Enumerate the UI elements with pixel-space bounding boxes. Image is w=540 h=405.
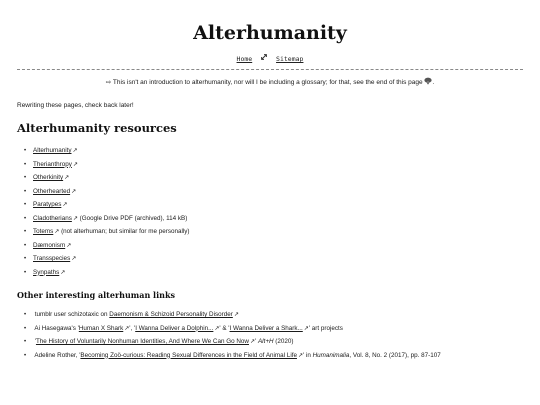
site-title: Alterhumanity: [193, 22, 347, 44]
intro-text: [0, 77, 540, 86]
notice-text: Rewriting these pages, check back later!: [17, 102, 134, 109]
resource-note: (not alterhuman; but similar for me personally): [59, 228, 190, 235]
resource-link[interactable]: Totems: [33, 228, 54, 235]
list-item: [24, 268, 190, 282]
other-links-list: [24, 310, 441, 364]
external-link-icon: ↗: [71, 188, 77, 195]
resource-link[interactable]: Cladotherians: [33, 214, 72, 222]
other-link[interactable]: I Wanna Deliver a Dolphin...: [135, 324, 214, 332]
external-link-icon: ↗: [64, 175, 70, 181]
nav-sitemap-link[interactable]: Sitemap: [276, 55, 304, 63]
external-link-icon: ↗: [303, 325, 309, 332]
external-link-icon: ↗: [214, 325, 220, 332]
list-item: • Ai Hasegawa's 'Human X Shark↗', 'I Wanna Deliver a Dolphin...↗' & 'I Wanna Deliver a Shark...↗' art projects: [24, 324, 441, 338]
resource-link[interactable]: Therianthropy: [33, 160, 72, 168]
external-link-icon: ↗: [71, 256, 77, 262]
resource-note: (Google Drive PDF (archived), 114 kB): [77, 214, 188, 222]
list-item: [24, 227, 190, 241]
external-link-icon: ↗: [249, 339, 256, 345]
nav-bar: [0, 53, 540, 63]
list-item: • tumblr user schizotaxic on Daemonism & Schizoid Personality Disorder↗: [24, 310, 441, 324]
link-icon: [260, 53, 268, 63]
list-item: [24, 214, 190, 228]
external-link-icon: ↗: [72, 161, 78, 168]
resource-link[interactable]: Synpaths: [33, 268, 60, 276]
intro-end: .: [432, 79, 435, 86]
other-link[interactable]: I Wanna Deliver a Shark...: [229, 324, 303, 332]
arrow-icon: ⇨: [105, 79, 112, 86]
other-link[interactable]: The History of Voluntarily Nonhuman Identities, And Where We Can Go Now: [35, 338, 249, 345]
external-link-icon: ↗: [66, 242, 72, 249]
list-item: [24, 241, 190, 255]
resource-link[interactable]: Otherkinity: [33, 174, 64, 181]
resources-heading: Alterhumanity resources: [17, 121, 177, 135]
list-item: • 'The History of Voluntarily Nonhuman Identities, And Where We Can Go Now↗' Alt+H (2020): [24, 337, 441, 351]
intro-body: This isn't an introduction to alterhumanity, nor will I be including a glossary; for that, see the end of this page: [112, 79, 423, 86]
external-link-icon: ↗: [62, 202, 68, 208]
list-item: [24, 146, 190, 160]
list-item: [24, 160, 190, 174]
list-item: [24, 187, 190, 201]
other-link[interactable]: Human X Shark: [78, 324, 124, 332]
external-link-icon: ↗: [124, 325, 130, 332]
external-link-icon: ↗: [233, 312, 239, 318]
divider: [17, 69, 523, 70]
other-links-heading: Other interesting alterhuman links: [17, 290, 175, 300]
resource-link[interactable]: Dæmonism: [33, 241, 66, 249]
list-item: • Adeline Rother, 'Becoming Zoö-curious: Reading Sexual Differences in the Field of Animal Life↗' in Humanimalia, Vol. 8, No. 2 (2017), pp. 87-107: [24, 351, 441, 365]
resource-link[interactable]: Otherhearted: [33, 187, 71, 195]
resource-link[interactable]: Alterhumanity: [33, 147, 72, 154]
other-link[interactable]: Becoming Zoö-curious: Reading Sexual Differences in the Field of Animal Life: [80, 351, 297, 359]
resources-list: [24, 146, 190, 281]
external-link-icon: ↗: [72, 215, 78, 222]
other-link[interactable]: Daemonism & Schizoid Personality Disorder: [109, 311, 233, 318]
external-link-icon: ↗: [72, 148, 78, 154]
nav-home-link[interactable]: Home: [236, 55, 253, 63]
resource-link[interactable]: Transspecies: [33, 255, 71, 262]
list-item: [24, 254, 190, 268]
list-item: [24, 200, 190, 214]
resource-link[interactable]: Paratypes: [33, 201, 62, 208]
list-item: [24, 173, 190, 187]
external-link-icon: ↗: [60, 269, 66, 276]
external-link-icon: ↗: [54, 229, 60, 235]
external-link-icon: ↗: [297, 352, 303, 359]
